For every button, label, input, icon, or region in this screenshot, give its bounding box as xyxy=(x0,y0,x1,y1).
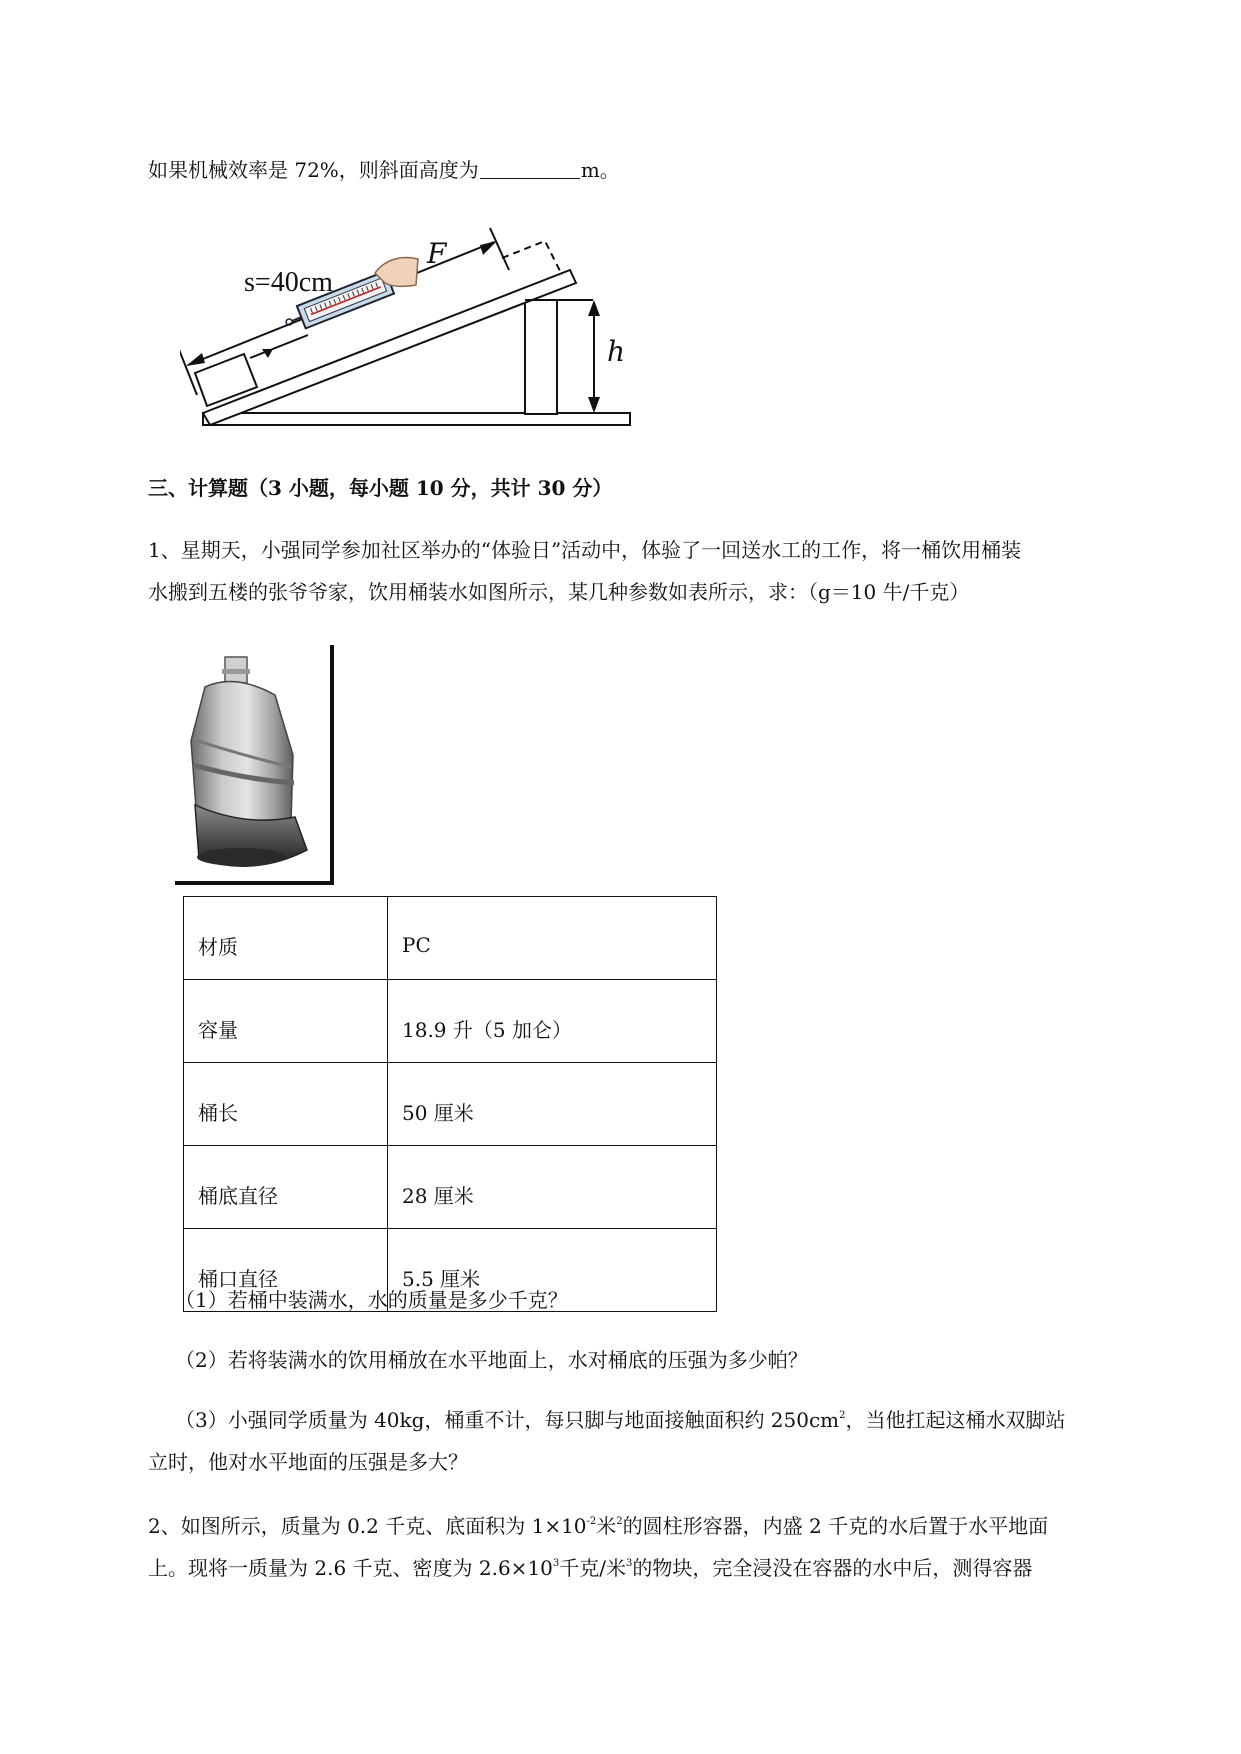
q2-text: 2、如图所示，质量为 0.2 千克、底面积为 1×10 xyxy=(148,1514,587,1538)
q2-line-1 xyxy=(148,1514,1048,1538)
table-cell: 桶长 xyxy=(184,1063,388,1146)
ground-base xyxy=(203,413,630,425)
table-row xyxy=(184,980,717,1063)
force-label: F xyxy=(427,237,447,270)
top-line-text: 如果机械效率是 72%，则斜面高度为 xyxy=(148,158,479,182)
top-question-line xyxy=(148,158,620,182)
q1-line-1: 1、星期天，小强同学参加社区举办的“体验日”活动中，体验了一回送水工的工作，将一桶饮用桶装 xyxy=(148,538,1022,562)
incline-diagram xyxy=(180,225,640,430)
table-row xyxy=(184,897,717,980)
q2-text: 的圆柱形容器，内盛 2 千克的水后置于水平地面 xyxy=(622,1514,1049,1538)
table-cell: 28 厘米 xyxy=(388,1146,717,1229)
table-row xyxy=(184,1146,717,1229)
q2-line-2 xyxy=(148,1556,1032,1580)
q2-text: 的物块，完全浸没在容器的水中后，测得容器 xyxy=(632,1556,1033,1580)
q2-text: 米 xyxy=(596,1514,617,1538)
section-heading: 三、计算题（3 小题，每小题 10 分，共计 30 分） xyxy=(148,476,613,500)
superscript: 3 xyxy=(626,1558,633,1569)
table-cell: 桶底直径 xyxy=(184,1146,388,1229)
table-cell: 材质 xyxy=(184,897,388,980)
rope xyxy=(250,335,308,358)
distance-label: s=40cm xyxy=(244,267,333,298)
table-cell: 桶口直径 xyxy=(184,1229,388,1312)
parameters-table xyxy=(183,896,717,1312)
support-post xyxy=(525,300,557,414)
table-cell: PC xyxy=(388,897,717,980)
q1-sub-3-text-end: ，当他扛起这桶水双脚站 xyxy=(845,1408,1066,1432)
superscript: 2 xyxy=(839,1410,846,1421)
q1-sub-1: （1）若桶中装满水，水的质量是多少千克？ xyxy=(175,1288,568,1312)
q1-sub-3 xyxy=(175,1408,1066,1432)
table-cell: 18.9 升（5 加仑） xyxy=(388,980,717,1063)
height-label: h xyxy=(607,335,626,368)
table-cell: 容量 xyxy=(184,980,388,1063)
q1-sub-3-text: （3）小强同学质量为 40kg，桶重不计，每只脚与地面接触面积约 250cm xyxy=(175,1408,840,1432)
superscript: -2 xyxy=(586,1516,597,1527)
q2-text: 千克/米 xyxy=(559,1556,627,1580)
answer-blank xyxy=(480,158,580,179)
water-bottle-image xyxy=(175,645,335,885)
dashed-block xyxy=(502,241,562,275)
q1-sub-3-line-2: 立时，他对水平地面的压强是多大？ xyxy=(148,1450,468,1474)
table-cell: 50 厘米 xyxy=(388,1063,717,1146)
top-line-unit: m。 xyxy=(580,158,620,182)
q1-sub-2: （2）若将装满水的饮用桶放在水平地面上，水对桶底的压强为多少帕？ xyxy=(175,1348,808,1372)
q1-line-2: 水搬到五楼的张爷爷家，饮用桶装水如图所示，某几种参数如表所示，求：（g＝10 牛/千克） xyxy=(148,580,970,604)
table-cell: 5.5 厘米 xyxy=(388,1229,717,1312)
superscript: 2 xyxy=(616,1516,623,1527)
table-row xyxy=(184,1063,717,1146)
superscript: 3 xyxy=(552,1558,560,1569)
q2-text: 上。现将一质量为 2.6 千克、密度为 2.6×10 xyxy=(148,1556,553,1580)
